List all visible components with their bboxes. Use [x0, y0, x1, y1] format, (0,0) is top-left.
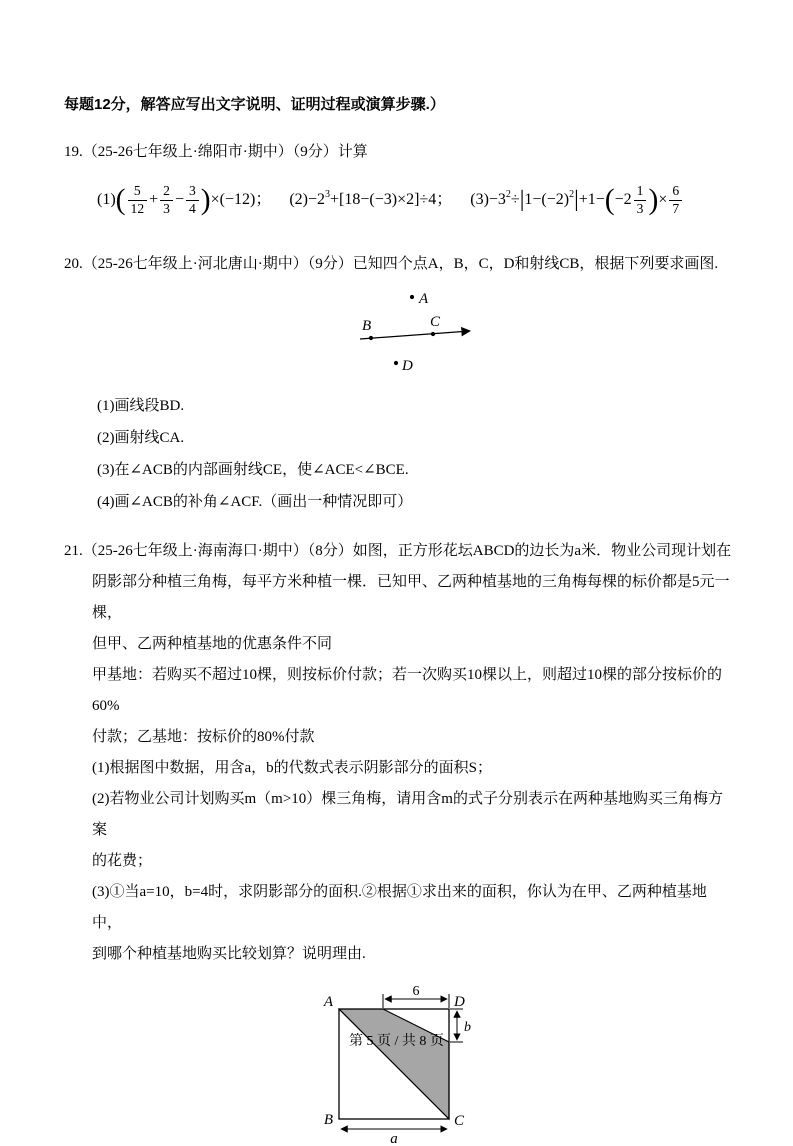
- q19-expression-2: [289, 190, 452, 210]
- expr-label: (3): [470, 191, 489, 209]
- vertex-b-label: B: [323, 1112, 333, 1128]
- q21-square-figure: [304, 984, 489, 1146]
- page-content: [64, 95, 736, 1146]
- point-a-label: A: [419, 291, 429, 307]
- q21-item-3-cont: 到哪个种植基地购买比较划算？说明理由.: [92, 946, 366, 962]
- expr-part: 1−(−2): [524, 191, 570, 209]
- point-a-dot: [410, 295, 414, 299]
- operator: ×: [658, 191, 668, 209]
- denominator: 12: [130, 200, 145, 216]
- q20-item-2: (2)画射线CA.: [97, 430, 185, 446]
- numerator: 5: [128, 184, 148, 200]
- fraction: [186, 184, 199, 216]
- q21-line: 甲基地：若购买不超过10棵，则按标价付款；若一次购买10棵以上，则超过10棵的部分按标价的60%: [92, 667, 723, 714]
- expr-part: −3: [488, 191, 506, 209]
- point-d-dot: [394, 361, 398, 365]
- exponent: 3: [325, 189, 331, 200]
- operator: +: [149, 191, 159, 209]
- question-21: [64, 536, 736, 1146]
- q19-expression-1: [97, 184, 271, 216]
- point-b-dot: [369, 336, 373, 340]
- question-19-stem: 19.（25-26七年级上·绵阳市·期中）（9分）计算: [64, 144, 368, 160]
- denominator: 7: [672, 200, 680, 216]
- question-20-stem: 20.（25-26七年级上·河北唐山·期中）（9分）已知四个点A，B，C，D和射线CB，根据下列要求画图.: [64, 256, 719, 272]
- abs-bar: |: [519, 186, 525, 213]
- dim-label-bottom: a: [390, 1131, 398, 1146]
- q21-line: 阴影部分种植三角梅，每平方米种植一棵．已知甲、乙两种植基地的三角梅每棵的标价都是5元一棵，: [92, 574, 730, 621]
- fraction: [128, 184, 148, 216]
- fraction: [669, 184, 682, 216]
- point-c-dot: [431, 332, 435, 336]
- q21-stem-line: 21.（25-26七年级上·海南海口·期中）（8分）如图，正方形花坛ABCD的边长为a米．物业公司现计划在: [64, 543, 732, 559]
- fraction: [634, 184, 647, 216]
- q21-item-2-cont: 的花费；: [92, 853, 153, 869]
- open-paren: (: [604, 184, 615, 217]
- dim-label-right: b: [464, 1020, 471, 1035]
- point-d-label: D: [402, 358, 413, 374]
- close-paren: ): [200, 184, 211, 217]
- denominator: 4: [188, 200, 196, 216]
- expr-tail: ×(−12)；: [210, 191, 272, 209]
- page-number-footer: 第 5 页 / 共 8 页: [349, 1034, 444, 1049]
- numerator: 2: [160, 184, 173, 200]
- q20-item-4: (4)画∠ACB的补角∠ACF.（画出一种情况即可）: [97, 494, 413, 510]
- q21-text: [64, 536, 736, 970]
- q21-line: 付款；乙基地：按标价的80%付款: [92, 729, 315, 745]
- q21-item-3: (3)①当a=10，b=4时，求阴影部分的面积.②根据①求出来的面积，你认为在甲、乙两种植基地中，: [92, 884, 707, 931]
- q21-item-2: (2)若物业公司计划购买m（m>10）棵三角梅，请用含m的式子分别表示在两种基地购买三角梅方案: [92, 791, 723, 838]
- numerator: 3: [186, 184, 199, 200]
- section-instruction: 每题12分，解答应写出文字说明、证明过程或演算步骤.）: [64, 96, 445, 113]
- numerator: 6: [669, 184, 682, 200]
- exponent: 2: [505, 189, 511, 201]
- operator: ÷: [510, 191, 520, 209]
- denominator: 3: [636, 200, 644, 216]
- q21-item-1: (1)根据图中数据，用含a，b的代数式表示阴影部分的面积S；: [92, 760, 492, 776]
- q20-item-3: (3)在∠ACB的内部画射线CE，使∠ACE<∠BCE.: [97, 462, 409, 478]
- abs-bar: |: [574, 186, 579, 213]
- expr-label: (2): [289, 191, 308, 208]
- q20-subitems: [64, 390, 736, 518]
- q21-line: 但甲、乙两种植基地的优惠条件不同: [92, 636, 333, 652]
- expr-part: −2: [614, 191, 632, 209]
- vertex-a-label: A: [323, 994, 333, 1010]
- expr-tail: +[18−(−3)×2]÷4；: [330, 191, 453, 208]
- q19-calculations: [97, 176, 736, 224]
- dim-label-top: 6: [412, 984, 420, 999]
- fraction: [160, 184, 173, 216]
- exponent: 2: [569, 189, 575, 201]
- q20-points-figure: [358, 288, 488, 378]
- ray-cb-line: [360, 331, 470, 339]
- expr-label: (1): [97, 191, 116, 209]
- expr-part: +1−: [578, 191, 605, 209]
- close-paren: ): [648, 184, 659, 217]
- vertex-d-label: D: [454, 994, 465, 1010]
- point-c-label: C: [430, 314, 441, 330]
- vertex-c-label: C: [454, 1113, 465, 1129]
- q19-expression-3: [470, 184, 684, 216]
- numerator: 1: [634, 184, 647, 200]
- point-b-label: B: [362, 318, 372, 334]
- operator: −: [174, 191, 184, 209]
- expr-base: −2: [308, 191, 326, 208]
- q20-item-1: (1)画线段BD.: [97, 398, 185, 414]
- open-paren: (: [115, 184, 126, 217]
- denominator: 3: [163, 200, 170, 216]
